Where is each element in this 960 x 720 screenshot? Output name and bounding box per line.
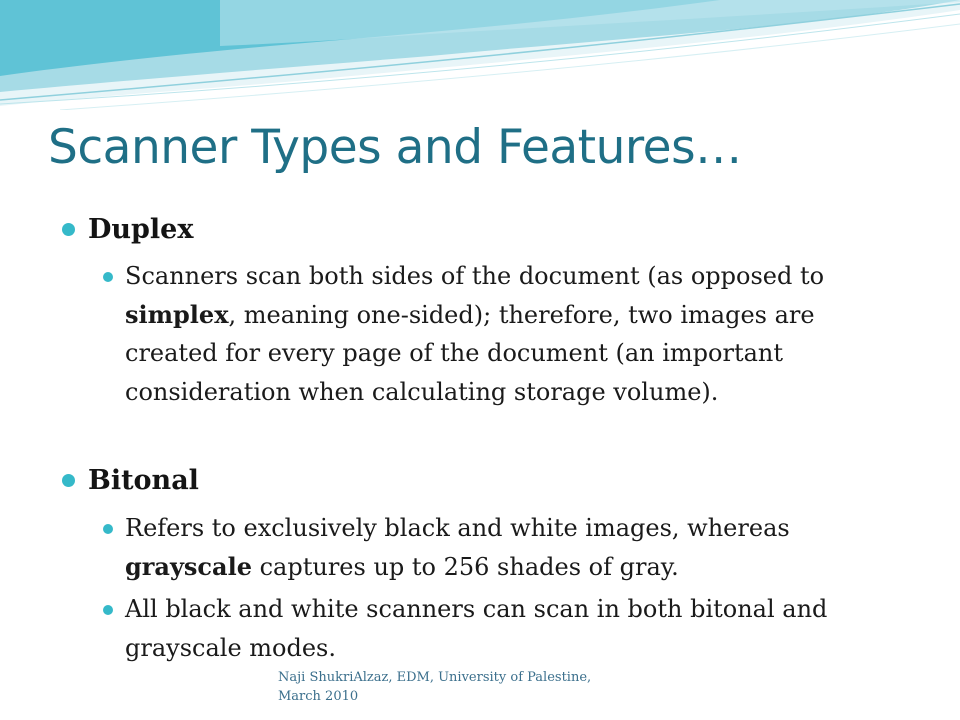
bullet-bitonal (88, 465, 199, 496)
subbullet-text: Refers to exclusively black and white images, whereas grayscale captures up to 256 shades of gray. (125, 514, 790, 581)
subbullet-duplex-description (125, 257, 895, 411)
slide-title: Scanner Types and Features… (48, 120, 742, 175)
subbullet-dot (103, 605, 113, 615)
bullet-duplex (88, 214, 193, 245)
bullet-dot (62, 474, 75, 487)
subbullet-dot (103, 524, 113, 534)
subbullet-text: All black and white scanners can scan in both bitonal and grayscale modes. (125, 595, 828, 662)
bullet-heading-duplex: Duplex (88, 214, 194, 245)
subbullet-text: Scanners scan both sides of the document (as opposed to simplex, meaning one-sided); therefore, two images are created for every page of the document (an important consideration when calculating storage volume). (125, 262, 825, 406)
subbullet-bitonal-modes (125, 590, 895, 667)
subbullet-dot (103, 272, 113, 282)
bullet-heading-bitonal: Bitonal (88, 465, 199, 496)
bold-term-grayscale: grayscale (125, 551, 252, 581)
subbullet-bitonal-definition (125, 509, 895, 586)
header-wave-decoration (0, 0, 960, 110)
bold-term-simplex: simplex (125, 299, 229, 329)
bullet-dot (62, 223, 75, 236)
slide-footer: Naji ShukriAlzaz, EDM, University of Palestine, March 2010 (278, 670, 592, 704)
